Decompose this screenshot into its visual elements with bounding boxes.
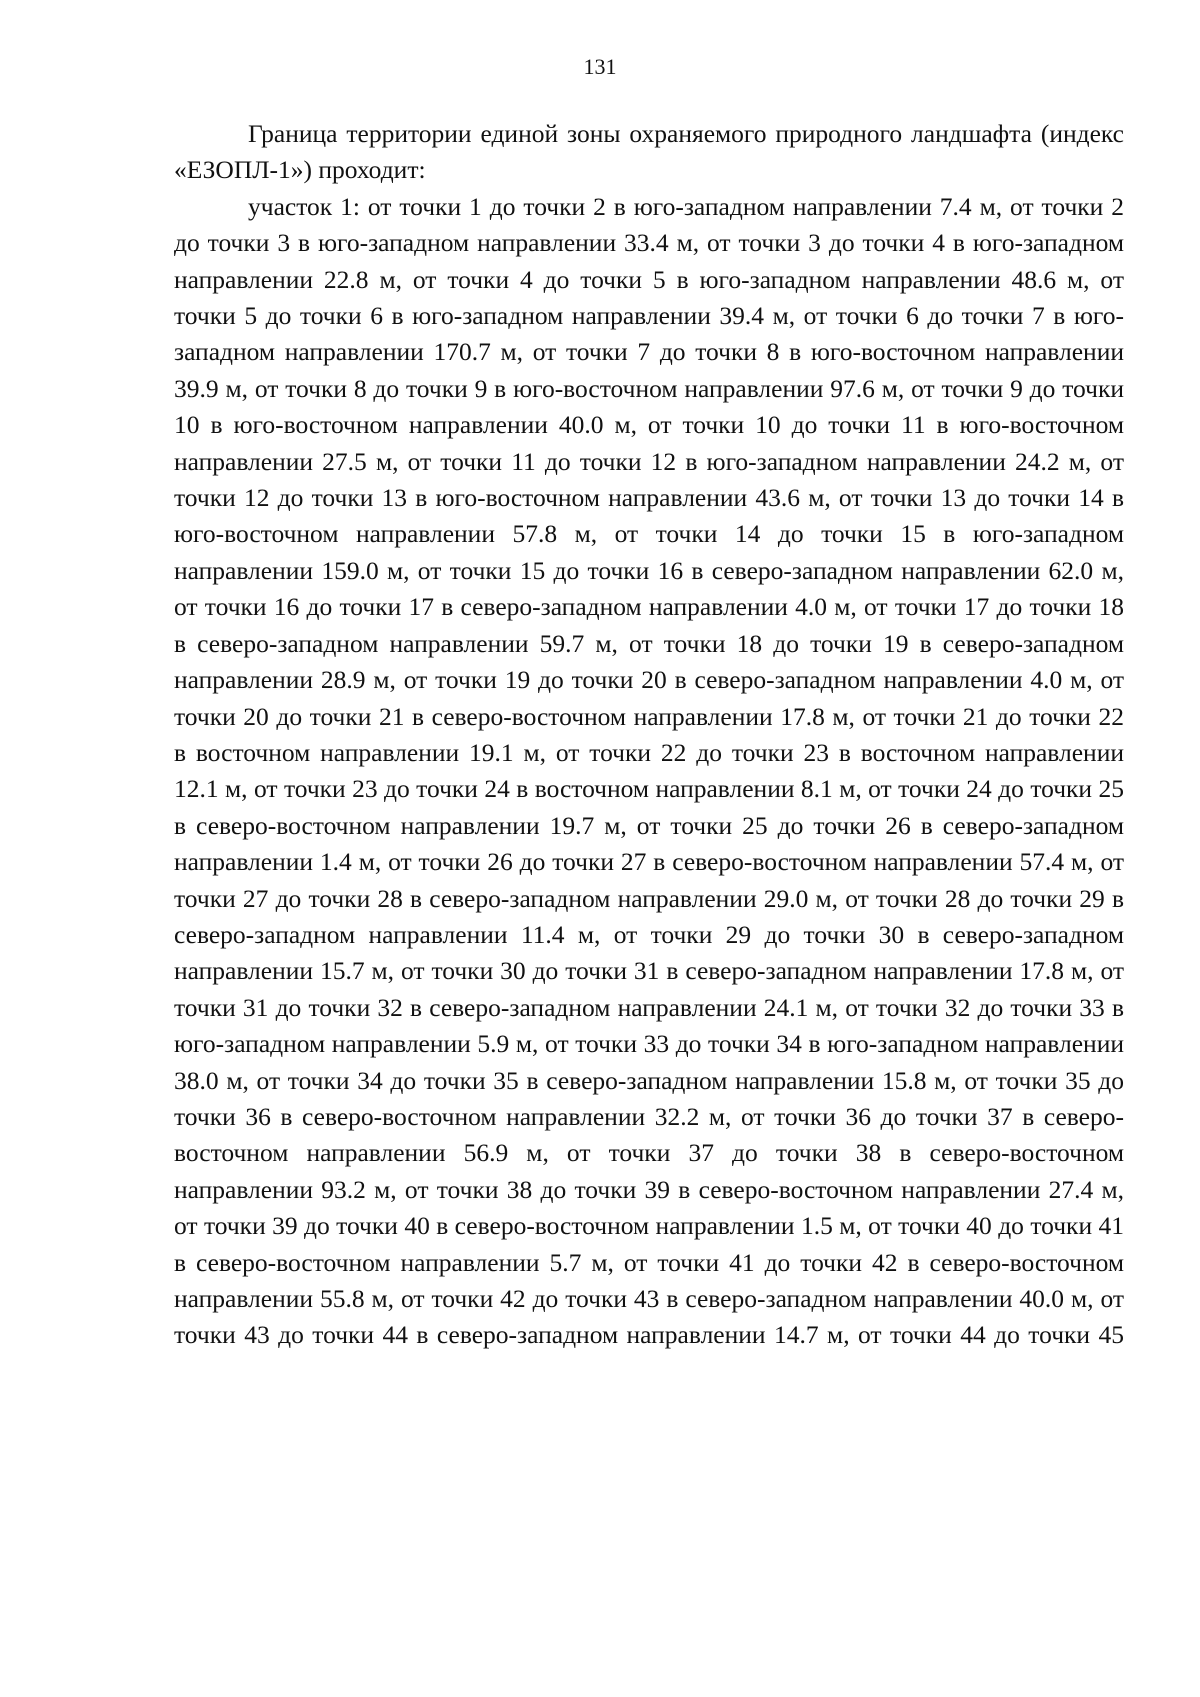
intro-paragraph: Граница территории единой зоны охраняемого природного ландшафта (индекс «ЕЗОПЛ-1») проходит: xyxy=(174,119,1124,185)
section-1-paragraph: участок 1: от точки 1 до точки 2 в юго-западном направлении 7.4 м, от точки 2 до точки 3 в юго-западном направлении 33.4 м, от точки 3 до точки 4 в юго-западном направлении 22.8 м, от точки 4 до точки 5 в юго-западном направлении 48.6 м, от точки 5 до точки 6 в юго-западном направлении 39.4 м, от точки 6 до точки 7 в юго-западном направлении 170.7 м, от точки 7 до точки 8 в юго-восточном направлении 39.9 м, от точки 8 до точки 9 в юго-восточном направлении 97.6 м, от точки 9 до точки 10 в юго-восточном направлении 40.0 м, от точки 10 до точки 11 в юго-восточном направлении 27.5 м, от точки 11 до точки 12 в юго-западном направлении 24.2 м, от точки 12 до точки 13 в юго-восточном направлении 43.6 м, от точки 13 до точки 14 в юго-восточном направлении 57.8 м, от точки 14 до точки 15 в юго-западном направлении 159.0 м, от точки 15 до точки 16 в северо-западном направлении 62.0 м, от точки 16 до точки 17 в северо-западном направлении 4.0 м, от точки 17 до точки 18 в северо-западном направлении 59.7 м, от точки 18 до точки 19 в северо-западном направлении 28.9 м, от точки 19 до точки 20 в северо-западном направлении 4.0 м, от точки 20 до точки 21 в северо-восточном направлении 17.8 м, от точки 21 до точки 22 в восточном направлении 19.1 м, от точки 22 до точки 23 в восточном направлении 12.1 м, от точки 23 до точки 24 в восточном направлении 8.1 м, от точки 24 до точки 25 в северо-восточном направлении 19.7 м, от точки 25 до точки 26 в северо-западном направлении 1.4 м, от точки 26 до точки 27 в северо-восточном направлении 57.4 м, от точки 27 до точки 28 в северо-западном направлении 29.0 м, от точки 28 до точки 29 в северо-западном направлении 11.4 м, от точки 29 до точки 30 в северо-западном направлении 15.7 м, от точки 30 до точки 31 в северо-западном направлении 17.8 м, от точки 31 до точки 32 в северо-западном направлении 24.1 м, от точки 32 до точки 33 в юго-западном направлении 5.9 м, от точки 33 до точки 34 в юго-западном направлении 38.0 м, от точки 34 до точки 35 в северо-западном направлении 15.8 м, от точки 35 до точки 36 в северо-восточном направлении 32.2 м, от точки 36 до точки 37 в северо-восточном направлении 56.9 м, от точки 37 до точки 38 в северо-восточном направлении 93.2 м, от точки 38 до точки 39 в северо-восточном направлении 27.4 м, от точки 39 до точки 40 в северо-восточном направлении 1.5 м, от точки 40 до точки 41 в северо-восточном направлении 5.7 м, от точки 41 до точки 42 в северо-восточном направлении 55.8 м, от точки 42 до точки 43 в северо-западном направлении 40.0 м, от точки 43 до точки 44 в северо-западном направлении 14.7 м, от точки 44 до точки 45 xyxy=(174,191,1124,1350)
document-body xyxy=(174,116,1124,1354)
page-number: 131 xyxy=(583,54,617,79)
